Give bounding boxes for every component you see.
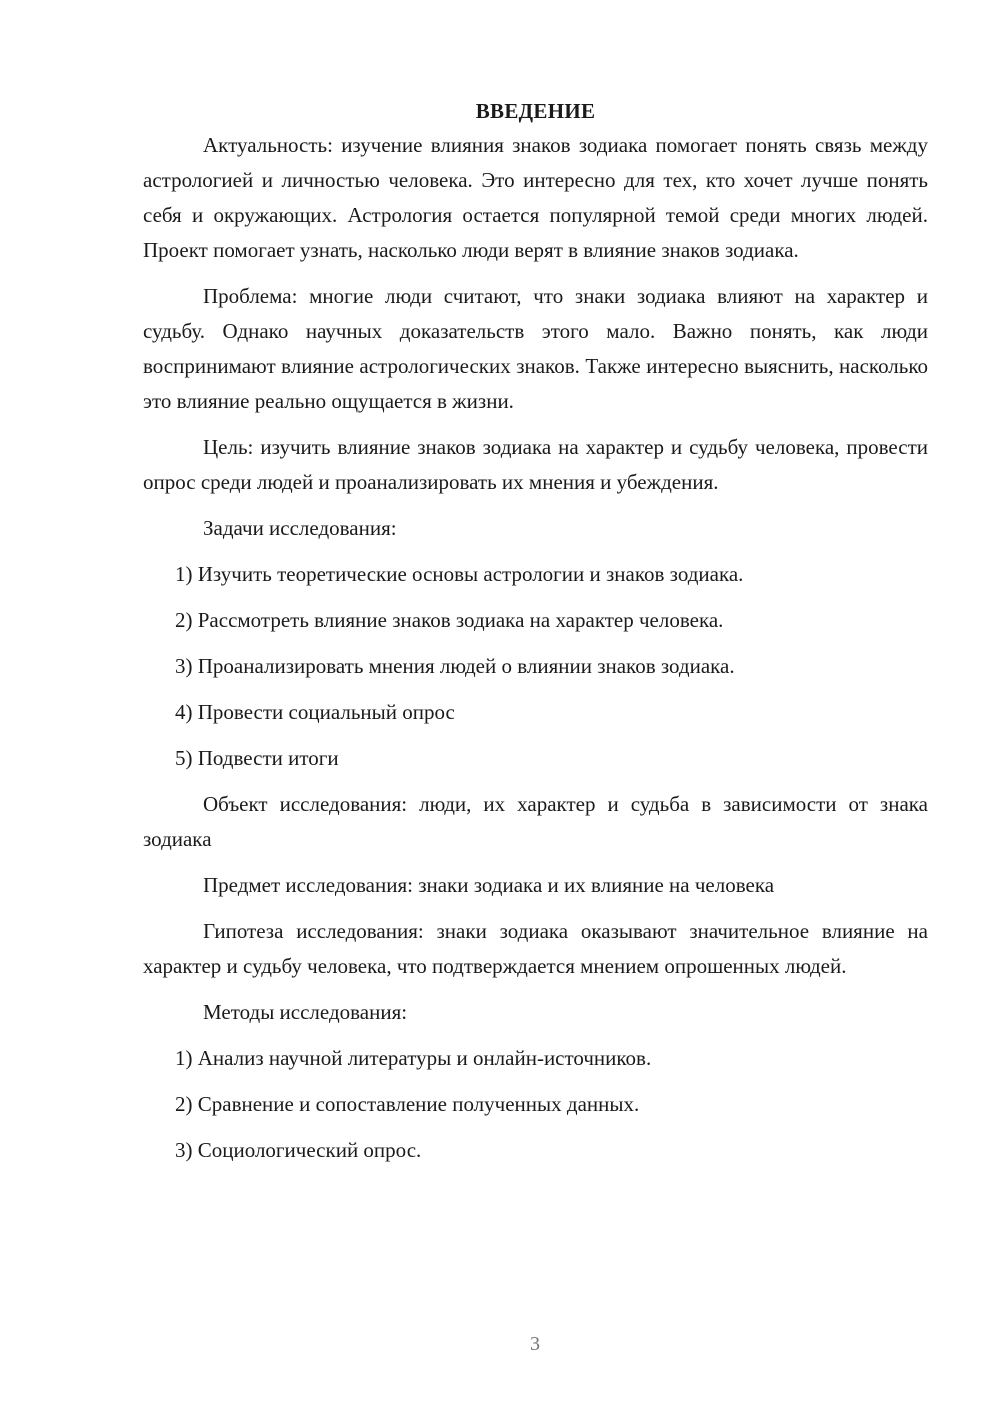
relevance-paragraph: Актуальность: изучение влияния знаков зодиака помогает понять связь между астрологией и личностью человека. Это интересно для тех, кто хочет лучше понять себя и окружающих. Астрология остается популярной темой среди многих людей. Проект помогает узнать, насколько люди верят в влияние знаков зодиака. (143, 133, 928, 262)
hypothesis-paragraph: Гипотеза исследования: знаки зодиака оказывают значительное влияние на характер и судьбу человека, что подтверждается мнением опрошенных людей. (143, 919, 928, 978)
object-paragraph: Объект исследования: люди, их характер и судьба в зависимости от знака зодиака (143, 792, 928, 851)
problem-paragraph: Проблема: многие люди считают, что знаки зодиака влияют на характер и судьбу. Однако научных доказательств этого мало. Важно понять, как люди воспринимают влияние астрологических знаков. Также интересно выяснить, насколько это влияние реально ощущается в жизни. (143, 284, 928, 413)
method-item: 2) Сравнение и сопоставление полученных данных. (175, 1092, 640, 1116)
section-heading: ВВЕДЕНИЕ (475, 99, 596, 123)
method-item: 3) Социологический опрос. (175, 1138, 422, 1162)
tasks-label: Задачи исследования: (203, 516, 397, 540)
task-item: 5) Подвести итоги (175, 746, 339, 770)
task-item: 3) Проанализировать мнения людей о влиянии знаков зодиака. (175, 654, 735, 678)
method-item: 1) Анализ научной литературы и онлайн-источников. (175, 1046, 652, 1070)
task-item: 4) Провести социальный опрос (175, 700, 455, 724)
document-body (143, 96, 928, 1179)
subject-paragraph: Предмет исследования: знаки зодиака и их влияние на человека (203, 873, 775, 897)
methods-label: Методы исследования: (203, 1000, 408, 1024)
page-number: 3 (530, 1333, 540, 1355)
task-item: 2) Рассмотреть влияние знаков зодиака на характер человека. (175, 608, 724, 632)
goal-paragraph: Цель: изучить влияние знаков зодиака на характер и судьбу человека, провести опрос среди людей и проанализировать их мнения и убеждения. (143, 435, 928, 494)
task-item: 1) Изучить теоретические основы астрологии и знаков зодиака. (175, 562, 744, 586)
